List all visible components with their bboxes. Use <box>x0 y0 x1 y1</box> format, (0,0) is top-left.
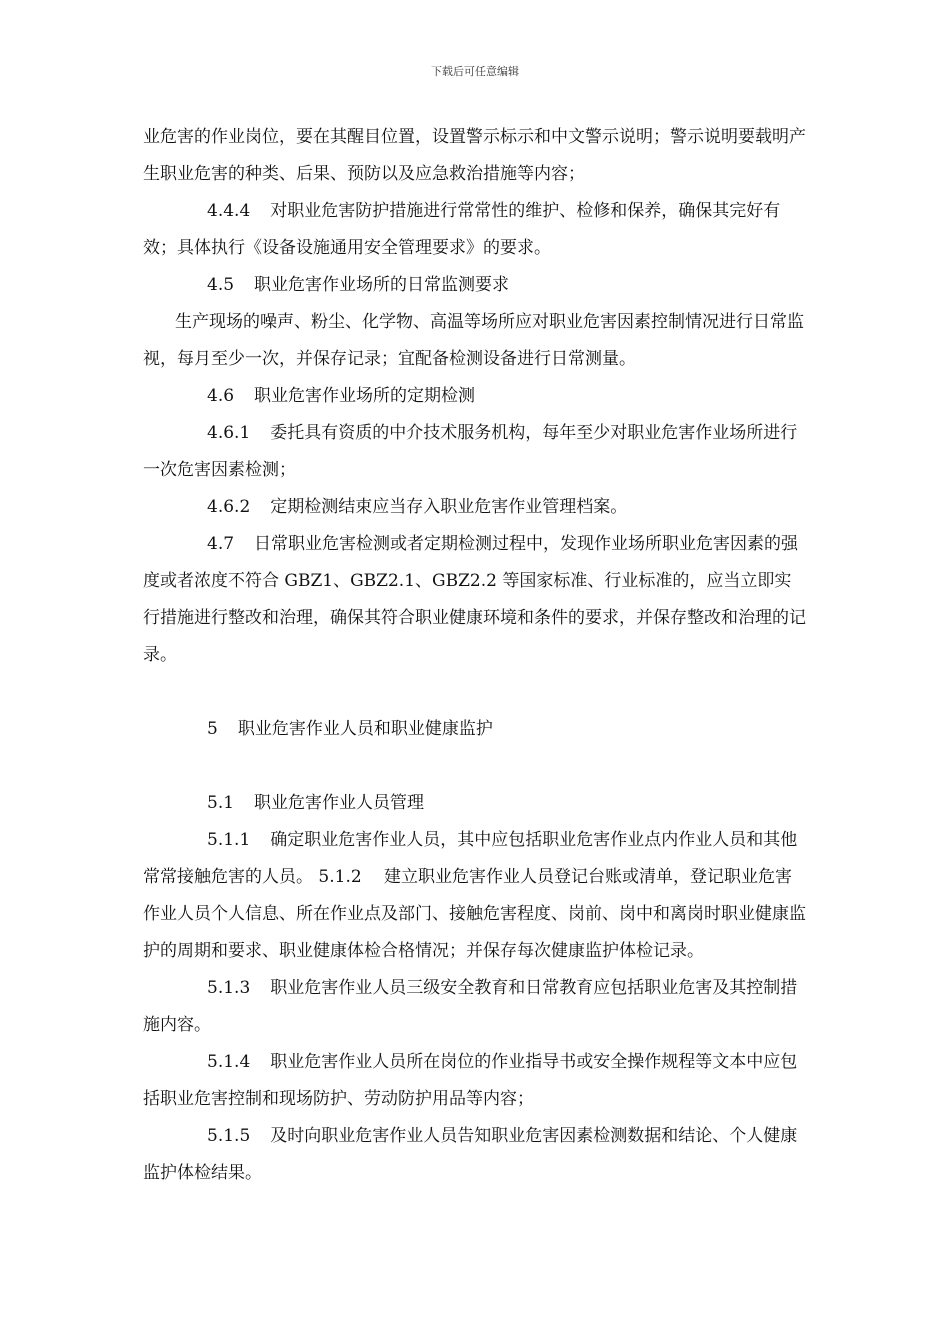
clause-heading: 职业危害作业人员管理 <box>254 793 425 813</box>
spacer <box>143 748 807 785</box>
clause-4-6-2 <box>143 489 807 526</box>
document-body <box>143 119 807 1192</box>
clause-5-1-3 <box>143 970 807 1044</box>
clause-5-1-5 <box>143 1118 807 1192</box>
clause-number: 5.1.1 <box>207 830 251 850</box>
paragraph-continued <box>143 119 807 193</box>
section-title: 职业危害作业人员和职业健康监护 <box>237 719 493 739</box>
clause-number: 4.7 <box>207 534 235 554</box>
clause-text: 职业危害作业人员三级安全教育和日常教育应包括职业危害及其控制措施内容。 <box>143 978 798 1035</box>
clause-number: 5.1.4 <box>207 1052 251 1072</box>
paragraph-text: 业危害的作业岗位，要在其醒目位置，设置警示标示和中文警示说明；警示说明要载明产生职业危害的种类、后果、预防以及应急救治措施等内容； <box>143 127 806 184</box>
clause-4-5 <box>143 267 807 304</box>
clause-number: 4.5 <box>207 275 235 295</box>
clause-5-1-1 <box>143 822 807 970</box>
clause-number: 5.1.5 <box>207 1126 251 1146</box>
clause-text: 职业危害作业人员所在岗位的作业指导书或安全操作规程等文本中应包括职业危害控制和现场防护、劳动防护用品等内容； <box>143 1052 798 1109</box>
paragraph-text: 生产现场的噪声、粉尘、化学物、高温等场所应对职业危害因素控制情况进行日常监视，每月至少一次，并保存记录；宜配备检测设备进行日常测量。 <box>143 312 804 369</box>
clause-text: 日常职业危害检测或者定期检测过程中，发现作业场所职业危害因素的强度或者浓度不符合 GBZ1、GBZ2.1、GBZ2.2 等国家标准、行业标准的，应当立即实行措施进行整改和治理，确保其符合职业健康环境和条件的要求，并保存整改和治理的记录。 <box>143 534 806 665</box>
clause-heading: 职业危害作业场所的定期检测 <box>254 386 476 406</box>
clause-5-1 <box>143 785 807 822</box>
clause-number: 5.1 <box>207 793 235 813</box>
clause-text: 确定职业危害作业人员，其中应包括职业危害作业点内作业人员和其他常常接触危害的人员。 5.1.2 建立职业危害作业人员登记台账或清单，登记职业危害作业人员个人信息、所在作业点及部门、接触危害程度、岗前、岗中和离岗时职业健康监护的周期和要求、职业健康体检合格情况；并保存每次健康监护体检记录。 <box>143 830 806 961</box>
page-header: 下载后可任意编辑 <box>431 65 519 78</box>
clause-number: 5.1.3 <box>207 978 251 998</box>
paragraph-daily-monitoring <box>143 304 807 378</box>
clause-4-4-4 <box>143 193 807 267</box>
clause-text: 定期检测结束应当存入职业危害作业管理档案。 <box>270 497 628 517</box>
clause-number: 4.6.1 <box>207 423 251 443</box>
clause-number: 4.4.4 <box>207 201 251 221</box>
clause-text: 委托具有资质的中介技术服务机构，每年至少对职业危害作业场所进行一次危害因素检测； <box>143 423 798 480</box>
section-5-heading <box>143 711 807 748</box>
clause-4-6 <box>143 378 807 415</box>
clause-heading: 职业危害作业场所的日常监测要求 <box>254 275 510 295</box>
clause-number: 4.6.2 <box>207 497 251 517</box>
clause-number: 4.6 <box>207 386 235 406</box>
clause-text: 对职业危害防护措施进行常常性的维护、检修和保养，确保其完好有效；具体执行《设备设施通用安全管理要求》的要求。 <box>143 201 781 258</box>
section-number: 5 <box>207 719 218 739</box>
clause-4-7 <box>143 526 807 674</box>
clause-text: 及时向职业危害作业人员告知职业危害因素检测数据和结论、个人健康监护体检结果。 <box>143 1126 798 1183</box>
clause-4-6-1 <box>143 415 807 489</box>
spacer <box>143 674 807 711</box>
clause-5-1-4 <box>143 1044 807 1118</box>
